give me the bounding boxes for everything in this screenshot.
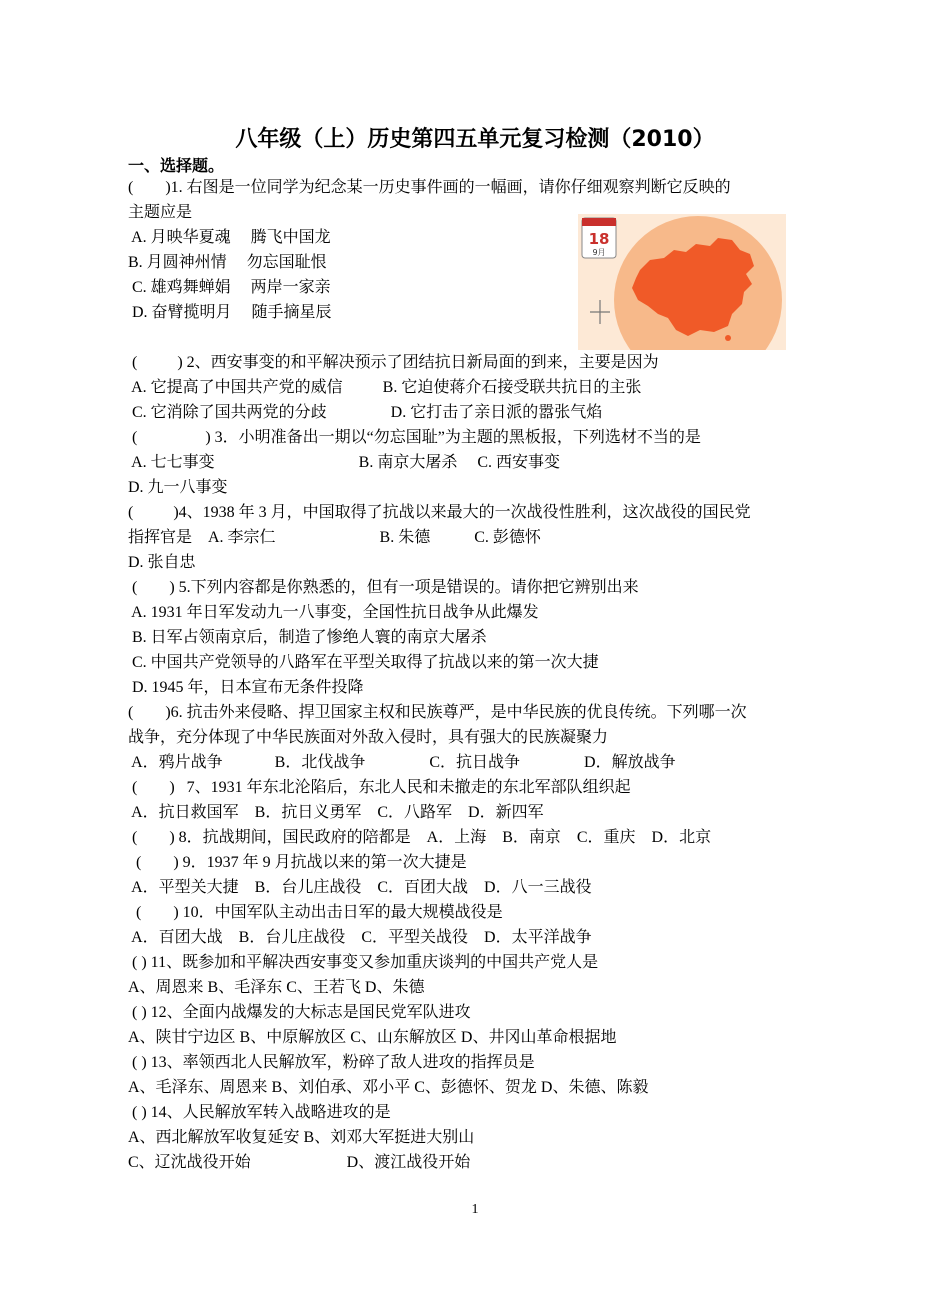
option-line: D. 张自忠 (128, 554, 196, 571)
option-line: C. 中国共产党领导的八路军在平型关取得了抗战以来的第一次大捷 (128, 654, 599, 671)
option-line: A．抗日救国军 B．抗日义勇军 C．八路军 D．新四军 (128, 804, 544, 821)
option-line: 指挥官是 A. 李宗仁 B. 朱德 C. 彭德怀 (128, 529, 541, 546)
question-line: ( ) 2、西安事变的和平解决预示了团结抗日新局面的到来，主要是因为 (128, 354, 659, 371)
option-line: D. 九一八事变 (128, 479, 228, 496)
option-line: B. 日军占领南京后，制造了惨绝人寰的南京大屠杀 (128, 629, 487, 646)
question-line: ( ) 13、率领西北人民解放军，粉碎了敌人进攻的指挥员是 (128, 1054, 535, 1071)
section-heading: 一、选择题。 (128, 156, 225, 175)
question-line: ( ) 7、1931 年东北沦陷后，东北人民和未撤走的东北军部队组织起 (128, 779, 631, 796)
question-line: ( ) 10．中国军队主动出击日军的最大规模战役是 (128, 904, 503, 921)
option-line: C. 它消除了国共两党的分歧 D. 它打击了亲日派的嚣张气焰 (128, 404, 603, 421)
question-line: ( ) 9．1937 年 9 月抗战以来的第一次大捷是 (128, 854, 467, 871)
option-line: B. 月圆神州情 勿忘国耻恨 (128, 254, 327, 271)
option-line: D. 1945 年，日本宣布无条件投降 (128, 679, 364, 696)
question-line: ( )6. 抗击外来侵略、捍卫国家主权和民族尊严，是中华民族的优良传统。下列哪一次 (128, 704, 747, 721)
page-number: 1 (471, 1202, 479, 1217)
calendar-icon (582, 218, 616, 258)
question-line: 主题应是 (128, 204, 193, 221)
option-line: D. 奋臂揽明月 随手摘星辰 (128, 304, 332, 321)
question-line: ( ) 5.下列内容都是你熟悉的，但有一项是错误的。请你把它辨别出来 (128, 579, 639, 596)
calendar-day: 18 (588, 230, 610, 248)
question-line: ( )4、1938 年 3 月，中国取得了抗战以来最大的一次战役性胜利，这次战役的国民党 (128, 504, 751, 521)
option-line: A. 1931 年日军发动九一八事变，全国性抗日战争从此爆发 (128, 604, 539, 621)
option-line: A、毛泽东、周恩来 B、刘伯承、邓小平 C、彭德怀、贺龙 D、朱德、陈毅 (128, 1079, 649, 1096)
option-line: A. 它提高了中国共产党的威信 B. 它迫使蒋介石接受联共抗日的主张 (128, 379, 642, 396)
option-line: A. 七七事变 B. 南京大屠杀 C. 西安事变 (128, 454, 561, 471)
question-illustration (578, 214, 786, 350)
question-line: ( ) 3．小明准备出一期以“勿忘国耻”为主题的黑板报，下列选材不当的是 (128, 429, 701, 446)
calendar-month: 9月 (592, 248, 606, 257)
option-line: A．平型关大捷 B．台儿庄战役 C．百团大战 D．八一三战役 (128, 879, 592, 896)
question-line: ( ) 14、人民解放军转入战略进攻的是 (128, 1104, 391, 1121)
option-line: A、陕甘宁边区 B、中原解放区 C、山东解放区 D、井冈山革命根据地 (128, 1029, 617, 1046)
option-line: A．鸦片战争 B．北伐战争 C．抗日战争 D．解放战争 (128, 754, 676, 771)
option-line: A．百团大战 B．台儿庄战役 C．平型关战役 D．太平洋战争 (128, 929, 592, 946)
document-title: 八年级（上）历史第四五单元复习检测（2010） (235, 127, 715, 152)
question-line: ( ) 12、全面内战爆发的大标志是国民党军队进攻 (128, 1004, 471, 1021)
question-line: 战争，充分体现了中华民族面对外敌入侵时，具有强大的民族凝聚力 (128, 729, 609, 746)
question-line: ( ) 8．抗战期间，国民政府的陪都是 A．上海 B．南京 C．重庆 D．北京 (128, 829, 712, 846)
question-line: ( ) 11、既参加和平解决西安事变又参加重庆谈判的中国共产党人是 (128, 954, 599, 971)
option-line: A、西北解放军收复延安 B、刘邓大军挺进大别山 (128, 1129, 475, 1146)
option-line: A. 月映华夏魂 腾飞中国龙 (128, 229, 331, 246)
question-line: ( )1. 右图是一位同学为纪念某一历史事件画的一幅画，请你仔细观察判断它反映的 (128, 179, 731, 196)
option-line: C、辽沈战役开始 D、渡江战役开始 (128, 1154, 471, 1171)
option-line: C. 雄鸡舞蝉娟 两岸一家亲 (128, 279, 331, 296)
option-line: A、周恩来 B、毛泽东 C、王若飞 D、朱德 (128, 979, 425, 996)
